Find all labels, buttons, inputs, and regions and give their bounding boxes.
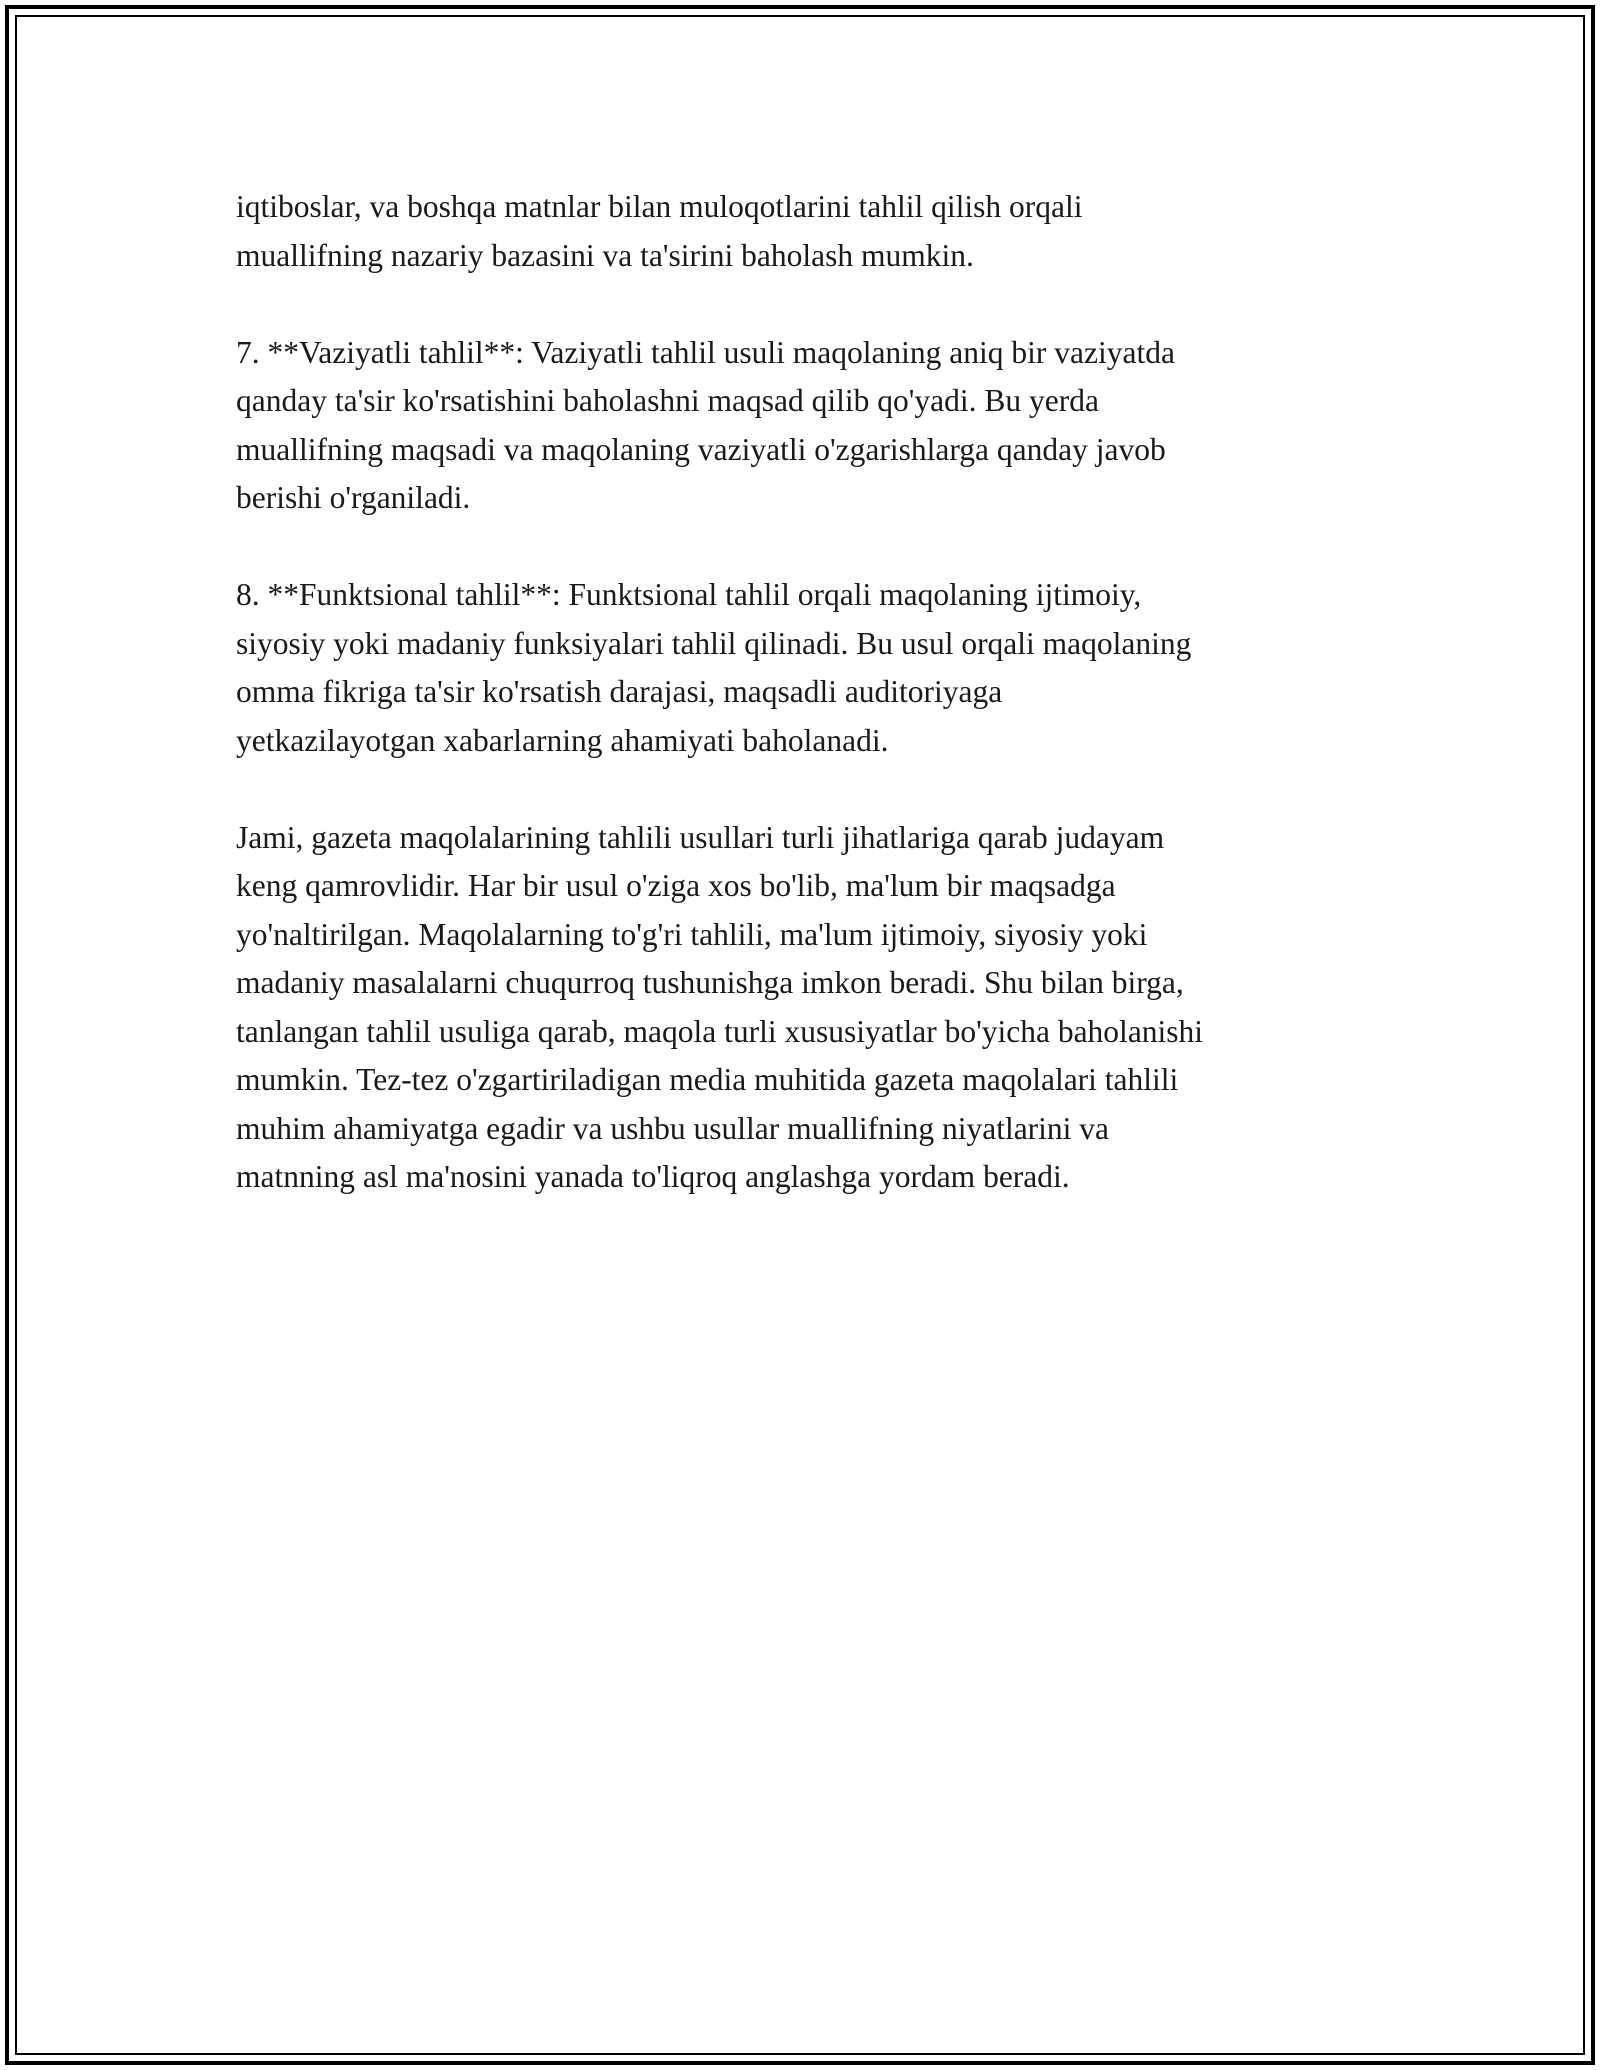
text-line: omma fikriga ta'sir ko'rsatish darajasi, maqsadli auditoriyaga <box>236 674 1003 709</box>
text-line: berishi o'rganiladi. <box>236 480 471 515</box>
text-line: yetkazilayotgan xabarlarning ahamiyati baholanadi. <box>236 722 889 758</box>
text-line: siyosiy yoki madaniy funksiyalari tahlil qilinadi. Bu usul orqali maqolaning <box>236 625 1192 661</box>
text-line: Jami, gazeta maqolalarining tahlili usullari turli jihatlariga qarab judayam <box>236 819 1165 855</box>
text-line: muhim ahamiyatga egadir va ushbu usullar muallifning niyatlarini va <box>236 1110 1110 1146</box>
paragraph-functional-analysis <box>236 571 1386 765</box>
text-line: tanlangan tahlil usuliga qarab, maqola turli xususiyatlar bo'yicha baholanishi <box>236 1013 1204 1049</box>
text-line: 8. **Funktsional tahlil**: Funktsional tahlil orqali maqolaning ijtimoiy, <box>236 577 1142 612</box>
paragraph-intertextual-continuation <box>236 183 1386 280</box>
text-line: matnning asl ma'nosini yanada to'liqroq anglashga yordam beradi. <box>236 1159 1070 1194</box>
text-line: keng qamrovlidir. Har bir usul o'ziga xos bo'lib, ma'lum bir maqsadga <box>236 868 1116 903</box>
text-line: iqtiboslar, va boshqa matnlar bilan muloqotlarini tahlil qilish orqali <box>236 189 1083 224</box>
text-line: madaniy masalalarni chuqurroq tushunishga imkon beradi. Shu bilan birga, <box>236 965 1184 1000</box>
paragraph-conclusion <box>236 814 1386 1202</box>
document-body <box>236 183 1386 1250</box>
text-line: 7. **Vaziyatli tahlil**: Vaziyatli tahlil usuli maqolaning aniq bir vaziyatda <box>236 334 1175 370</box>
text-line: mumkin. Tez-tez o'zgartiriladigan media muhitida gazeta maqolalari tahlili <box>236 1062 1179 1097</box>
text-line: yo'naltirilgan. Maqolalarning to'g'ri tahlili, ma'lum ijtimoiy, siyosiy yoki <box>236 916 1148 952</box>
text-line: muallifning maqsadi va maqolaning vaziyatli o'zgarishlarga qanday javob <box>236 431 1166 467</box>
paragraph-situational-analysis <box>236 329 1386 523</box>
text-line: qanday ta'sir ko'rsatishini baholashni maqsad qilib qo'yadi. Bu yerda <box>236 383 1099 418</box>
text-line: muallifning nazariy bazasini va ta'sirini baholash mumkin. <box>236 237 974 273</box>
